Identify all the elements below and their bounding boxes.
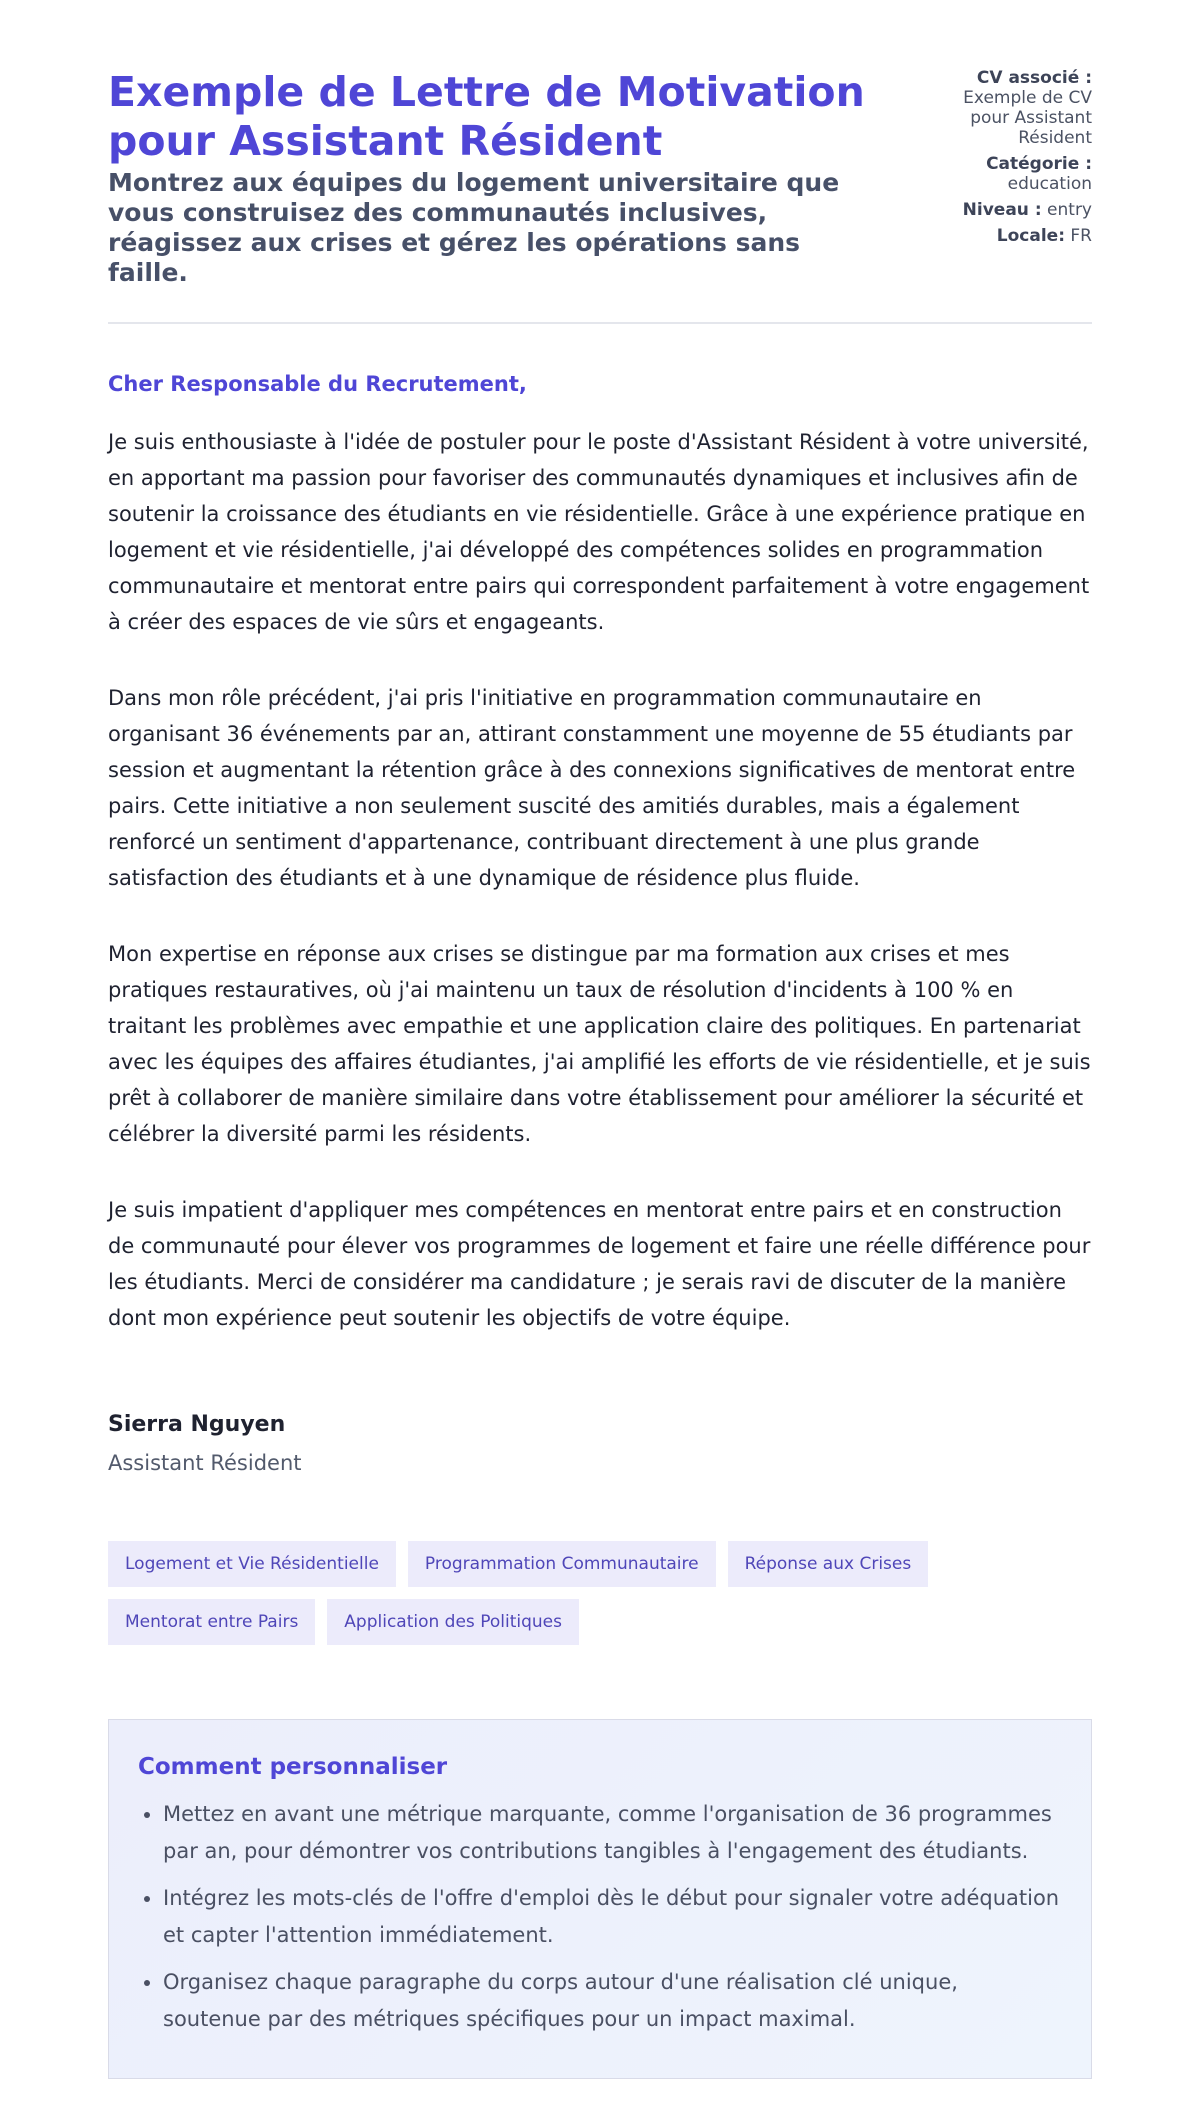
tips-list [138, 1796, 1061, 2038]
meta-cv-label: CV associé : [976, 68, 1092, 88]
meta-level [922, 200, 1092, 220]
signature-name: Sierra Nguyen [108, 1412, 286, 1437]
tip-item: • Mettez en avant une métrique marquante, comme l'organisation de 36 programmes par an, pour démontrer vos contributions tangibles à l'engagement des étudiants. [163, 1796, 1061, 1870]
tip-item: • Organisez chaque paragraphe du corps autour d'une réalisation clé unique, soutenue par des métriques spécifiques pour un impact maximal. [163, 1964, 1061, 2038]
header-divider [108, 322, 1092, 324]
page-subtitle: Montrez aux équipes du logement universitaire que vous construisez des communautés inclusives, réagissez aux crises et gérez les opérations sans faille. [108, 168, 840, 287]
page-title: Exemple de Lettre de Motivation pour Assistant Résident [108, 68, 865, 165]
tips-title: Comment personnaliser [138, 1754, 448, 1780]
meta-category-value: education [1007, 174, 1092, 194]
letter-greeting: Cher Responsable du Recrutement, [108, 372, 527, 396]
skill-tag: Réponse aux Crises [728, 1541, 929, 1587]
letter-paragraph: Mon expertise en réponse aux crises se distingue par ma formation aux crises et mes pratiques restauratives, où j'ai maintenu un taux de résolution d'incidents à 100 % en traitant les problèmes avec empathie et une application claire des politiques. En partenariat avec les équipes des affaires étudiantes, j'ai amplifié les efforts de vie résidentielle, et je suis prêt à collaborer de manière similaire dans votre établissement pour améliorer la sécurité et célébrer la diversité parmi les résidents. [108, 942, 1091, 1146]
letter-body [108, 372, 1092, 1336]
letter-paragraph: Je suis impatient d'appliquer mes compétences en mentorat entre pairs et en construction de communauté pour élever vos programmes de logement et faire une réelle différence pour les étudiants. Merci de considérer ma candidature ; je serais ravi de discuter de la manière dont mon expérience peut soutenir les objectifs de votre équipe. [108, 1198, 1091, 1330]
page-header [108, 68, 1092, 288]
meta-locale-label: Locale: [996, 226, 1065, 246]
meta-locale-value: FR [1070, 226, 1092, 246]
letter-paragraph: Dans mon rôle précédent, j'ai pris l'initiative en programmation communautaire en organisant 36 événements par an, attirant constamment une moyenne de 55 étudiants par session et augmentant la rétention grâce à des connexions significatives de mentorat entre pairs. Cette initiative a non seulement suscité des amitiés durables, mais a également renforcé un sentiment d'appartenance, contribuant directement à une plus grande satisfaction des étudiants et à une dynamique de résidence plus fluide. [108, 686, 1076, 890]
meta-cv [922, 68, 1092, 148]
meta-level-label: Niveau : [962, 200, 1042, 220]
meta-locale [922, 226, 1092, 246]
signature-role: Assistant Résident [108, 1451, 302, 1475]
letter-paragraph: Je suis enthousiaste à l'idée de postuler pour le poste d'Assistant Résident à votre université, en apportant ma passion pour favoriser des communautés dynamiques et inclusives afin de soutenir la croissance des étudiants en vie résidentielle. Grâce à une expérience pratique en logement et vie résidentielle, j'ai développé des compétences solides en programmation communautaire et mentorat entre pairs qui correspondent parfaitement à votre engagement à créer des espaces de vie sûrs et engageants. [108, 430, 1090, 634]
meta-cv-value: Exemple de CV pour Assistant Résident [963, 88, 1092, 148]
meta-category-label: Catégorie : [986, 154, 1092, 174]
tip-item: • Intégrez les mots-clés de l'offre d'emploi dès le début pour signaler votre adéquation et capter l'attention immédiatement. [163, 1880, 1061, 1954]
skill-tags [108, 1541, 1008, 1657]
skill-tag: Logement et Vie Résidentielle [108, 1541, 396, 1587]
signature [108, 1412, 1092, 1475]
skill-tag: Programmation Communautaire [408, 1541, 716, 1587]
skill-tag: Application des Politiques [327, 1599, 579, 1645]
header-titles [108, 68, 888, 288]
meta-category [922, 154, 1092, 194]
metadata-panel [922, 68, 1092, 252]
meta-level-value: entry [1047, 200, 1092, 220]
skill-tag: Mentorat entre Pairs [108, 1599, 315, 1645]
customization-tips-box [108, 1719, 1092, 2079]
